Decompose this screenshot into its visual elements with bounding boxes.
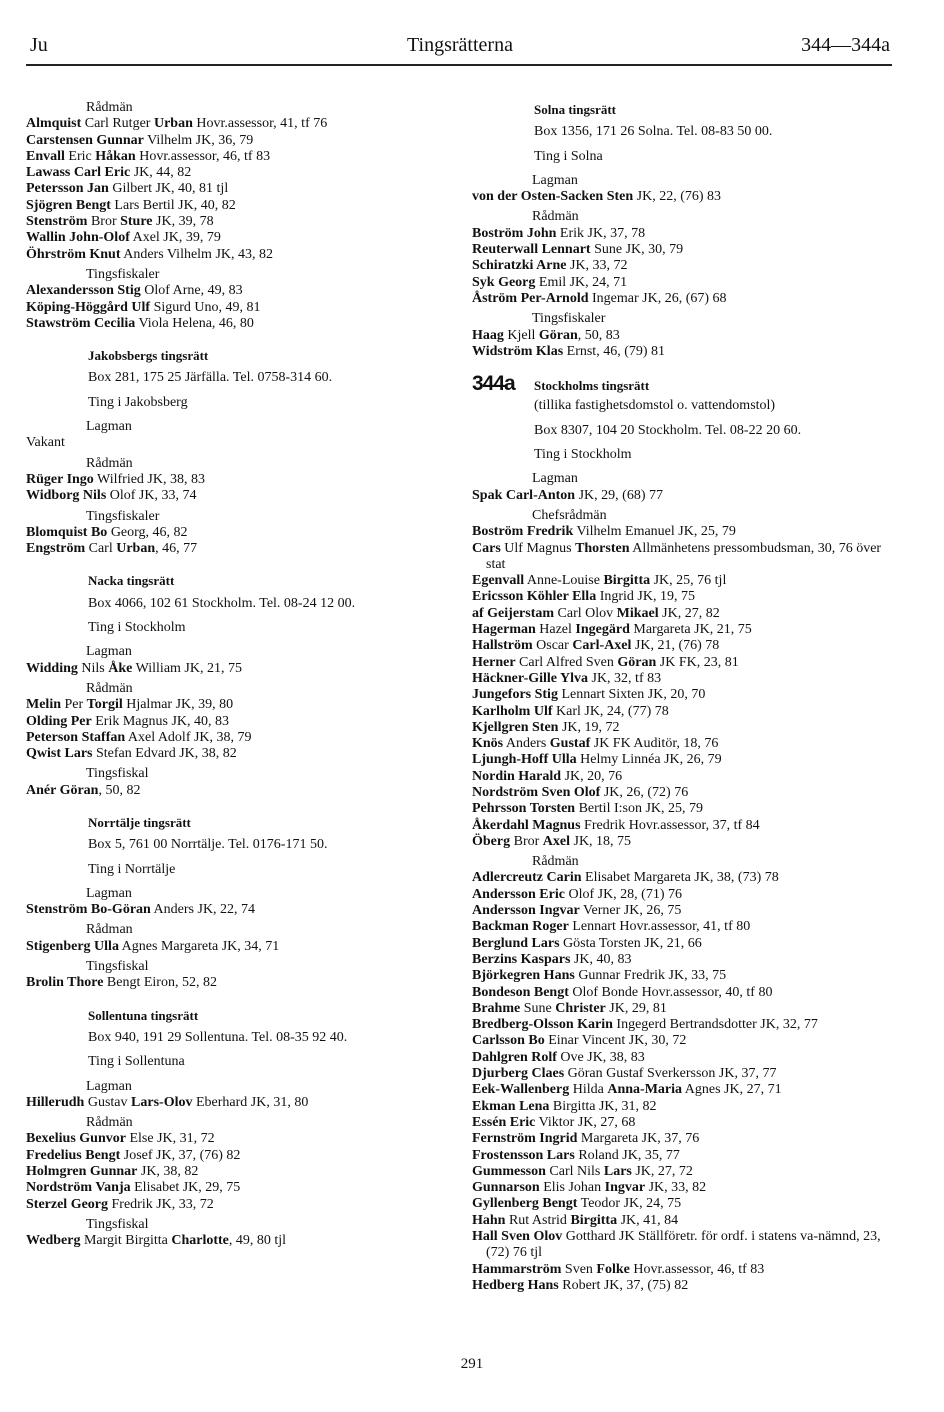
person-name-bold: Widström Klas	[472, 343, 564, 359]
person-name-bold: Knös	[472, 736, 504, 752]
person-name-bold: Urban	[116, 541, 156, 557]
person-entry: Brahme Sune Christer JK, 29, 81	[472, 1000, 667, 1016]
person-name-bold: Petersson Jan	[26, 181, 109, 197]
person-name-bold: Köping-Höggård Ulf	[26, 299, 151, 315]
person-entry: Olding Per Erik Magnus JK, 40, 83	[26, 713, 230, 729]
person-entry: Öhrström Knut Anders Vilhelm JK, 43, 82	[26, 246, 274, 262]
role-heading: Tingsfiskaler	[532, 311, 606, 327]
role-heading: Rådmän	[86, 680, 133, 696]
person-entry: Syk Georg Emil JK, 24, 71	[472, 274, 628, 290]
person-entry: Boström John Erik JK, 37, 78	[472, 225, 646, 241]
person-entry: Holmgren Gunnar JK, 38, 82	[26, 1164, 199, 1180]
person-name-bold: Hammarström	[472, 1261, 562, 1277]
person-entry: Hammarström Sven Folke Hovr.assessor, 46, tf 83	[472, 1261, 765, 1277]
person-name-bold: Björkegren Hans	[472, 968, 575, 984]
role-heading: Rådmän	[532, 854, 579, 870]
person-name-bold: Ljungh-Hoff Ulla	[472, 752, 577, 768]
person-name-bold: Rüger Ingo	[26, 471, 94, 487]
person-name-bold: Frostensson Lars	[472, 1147, 575, 1163]
person-name-bold: af Geijerstam	[472, 605, 555, 621]
person-entry: Sjögren Bengt Lars Bertil JK, 40, 82	[26, 197, 236, 213]
person-entry: Ericsson Köhler Ella Ingrid JK, 19, 75	[472, 589, 695, 605]
court-address: Box 1356, 171 26 Solna. Tel. 08-83 50 00.	[534, 124, 773, 140]
person-entry: Djurberg Claes Göran Gustaf Sverkersson JK, 37, 77	[472, 1066, 777, 1082]
person-name-bold: Sterzel Georg	[26, 1196, 109, 1212]
person-entry: Melin Per Torgil Hjalmar JK, 39, 80	[26, 697, 234, 713]
person-entry: Carlsson Bo Einar Vincent JK, 30, 72	[472, 1033, 687, 1049]
person-name-bold: Lars	[603, 1163, 632, 1179]
person-entry: Gyllenberg Bengt Teodor JK, 24, 75	[472, 1196, 682, 1212]
person-entry: Essén Eric Viktor JK, 27, 68	[472, 1114, 636, 1130]
person-entry: Jungefors Stig Lennart Sixten JK, 20, 70	[472, 687, 706, 703]
person-entry: Ekman Lena Birgitta JK, 31, 82	[472, 1098, 657, 1114]
person-name-bold: Ericsson Köhler Ella	[472, 589, 597, 605]
person-name-bold: Brahme	[472, 1000, 521, 1016]
role-heading: Tingsfiskaler	[86, 266, 160, 282]
person-entry: Backman Roger Lennart Hovr.assessor, 41, tf 80	[472, 919, 751, 935]
person-entry: Anér Göran, 50, 82	[26, 782, 141, 798]
role-heading: Lagman	[532, 172, 578, 188]
person-name-bold: Widding	[26, 660, 78, 676]
person-entry: Wedberg Margit Birgitta Charlotte, 49, 80 tjl	[26, 1233, 287, 1249]
section-gap	[26, 799, 441, 803]
section-gap	[472, 1294, 892, 1298]
header-rule	[26, 64, 892, 66]
person-name-bold: Ingegärd	[575, 622, 630, 638]
person-name-bold: Göran	[538, 327, 578, 343]
person-name-bold: Adlercreutz Carin	[472, 870, 582, 886]
court-name: Jakobsbergs tingsrätt	[88, 348, 209, 364]
person-entry: Hall Sven Olov Gotthard JK Ställföretr. för ordf. i statens va-nämnd, 23, (72) 76 tjl	[472, 1229, 881, 1261]
person-entry: Fredelius Bengt Josef JK, 37, (76) 82	[26, 1147, 241, 1163]
person-entry: Wallin John-Olof Axel JK, 39, 79	[26, 230, 221, 246]
role-heading: Tingsfiskal	[86, 766, 149, 782]
person-entry: Hedberg Hans Robert JK, 37, (75) 82	[472, 1277, 689, 1293]
role-heading: Tingsfiskal	[86, 1216, 149, 1232]
person-entry: Fernström Ingrid Margareta JK, 37, 76	[472, 1131, 700, 1147]
court-address: Box 8307, 104 20 Stockholm. Tel. 08-22 20 60.	[534, 422, 802, 438]
person-name-bold: Häckner-Gille Ylva	[472, 670, 588, 686]
person-name-bold: Berzins Kaspars	[472, 951, 571, 967]
role-heading: Rådmän	[532, 209, 579, 225]
person-name-bold: Håkan	[95, 148, 136, 164]
person-name-bold: Nordström Sven Olof	[472, 784, 601, 800]
court-address: Box 4066, 102 61 Stockholm. Tel. 08-24 12 00.	[88, 595, 356, 611]
court-address: Box 281, 175 25 Järfälla. Tel. 0758-314 60.	[88, 370, 333, 386]
person-name-bold: Olding Per	[26, 713, 92, 729]
section-gap	[26, 557, 441, 561]
person-entry: Berglund Lars Gösta Torsten JK, 21, 66	[472, 935, 702, 951]
person-name-bold: Berglund Lars	[472, 935, 560, 951]
person-name-bold: Engström	[26, 541, 86, 557]
person-entry: Bexelius Gunvor Else JK, 31, 72	[26, 1131, 215, 1147]
person-name-bold: Ekman Lena	[472, 1098, 550, 1114]
person-name-bold: Syk Georg	[472, 274, 536, 290]
person-entry: Spak Carl-Anton JK, 29, (68) 77	[472, 487, 663, 503]
person-name-bold: Folke	[596, 1261, 630, 1277]
person-name-bold: Hillerudh	[26, 1094, 85, 1110]
person-entry: Rüger Ingo Wilfried JK, 38, 83	[26, 471, 205, 487]
person-name-bold: Bexelius Gunvor	[26, 1131, 126, 1147]
person-name-bold: Åke	[108, 660, 133, 676]
person-name-bold: Stenström	[26, 214, 88, 230]
person-name-bold: Karlholm Ulf	[472, 703, 553, 719]
person-name-bold: Nordin Harald	[472, 768, 562, 784]
person-name-bold: Wedberg	[26, 1233, 81, 1249]
person-name-bold: Birgitta	[570, 1212, 618, 1228]
person-entry: Karlholm Ulf Karl JK, 24, (77) 78	[472, 703, 669, 719]
person-entry: Berzins Kaspars JK, 40, 83	[472, 951, 632, 967]
person-entry: Eek-Wallenberg Hilda Anna-Maria Agnes JK, 27, 71	[472, 1082, 782, 1098]
person-name-bold: Djurberg Claes	[472, 1066, 565, 1082]
person-name-bold: Carlsson Bo	[472, 1033, 545, 1049]
person-name-bold: Gunnarson	[472, 1180, 540, 1196]
person-name-bold: Christer	[555, 1000, 606, 1016]
person-entry: Engström Carl Urban, 46, 77	[26, 541, 198, 557]
person-name-bold: Birgitta	[603, 573, 651, 589]
person-name-bold: Anér Göran	[26, 782, 99, 798]
person-name-bold: Jungefors Stig	[472, 687, 558, 703]
person-name-bold: Essén Eric	[472, 1114, 536, 1130]
role-heading: Rådmän	[86, 100, 133, 115]
left-column	[26, 100, 441, 1254]
person-name-bold: Dahlgren Rolf	[472, 1049, 557, 1065]
person-name-bold: Cars	[472, 540, 501, 556]
court-address: Box 940, 191 29 Sollentuna. Tel. 08-35 92 40.	[88, 1029, 348, 1045]
person-name-bold: Öberg	[472, 833, 511, 849]
person-name-bold: Fernström Ingrid	[472, 1131, 578, 1147]
section-gap	[26, 332, 441, 336]
person-entry: Bredberg-Olsson Karin Ingegerd Bertrandsdotter JK, 32, 77	[472, 1017, 818, 1033]
header-section: Ju	[30, 34, 48, 56]
person-name-bold: Åkerdahl Magnus	[472, 817, 581, 833]
right-column	[472, 100, 892, 1298]
person-name-bold: Urban	[153, 116, 193, 132]
person-name-bold: Brolin Thore	[26, 975, 104, 991]
person-entry: Lawass Carl Eric JK, 44, 82	[26, 165, 192, 181]
role-heading: Lagman	[86, 1078, 132, 1094]
person-name-bold: Boström Fredrik	[472, 524, 574, 540]
person-name-bold: Hahn	[472, 1212, 506, 1228]
header-range: 344—344a	[801, 34, 890, 56]
person-name-bold: Herner	[472, 654, 516, 670]
section-number: 344a	[472, 372, 515, 396]
person-name-bold: Stawström Cecilia	[26, 315, 136, 331]
person-entry: Häckner-Gille Ylva JK, 32, tf 83	[472, 670, 662, 686]
person-entry: von der Osten-Sacken Sten JK, 22, (76) 83	[472, 189, 722, 205]
court-address: Box 5, 761 00 Norrtälje. Tel. 0176-171 50.	[88, 837, 328, 853]
court-name: Stockholms tingsrätt	[534, 378, 650, 394]
person-name-bold: Holmgren Gunnar	[26, 1164, 138, 1180]
section-gap	[26, 1250, 441, 1254]
section-gap	[26, 992, 441, 996]
court-name: Norrtälje tingsrätt	[88, 814, 191, 830]
person-name-bold: Backman Roger	[472, 919, 569, 935]
person-entry: Hillerudh Gustav Lars-Olov Eberhard JK, 31, 80	[26, 1094, 309, 1110]
role-heading: Tingsfiskal	[86, 959, 149, 975]
person-entry: Stenström Bo-Göran Anders JK, 22, 74	[26, 902, 256, 918]
person-name-bold: Ingvar	[604, 1180, 646, 1196]
page-header	[30, 34, 890, 62]
person-entry: Haag Kjell Göran, 50, 83	[472, 327, 620, 343]
person-entry: Envall Eric Håkan Hovr.assessor, 46, tf 83	[26, 148, 271, 164]
person-entry: Åström Per-Arnold Ingemar JK, 26, (67) 68	[472, 290, 727, 306]
person-entry: Boström Fredrik Vilhelm Emanuel JK, 25, 79	[472, 524, 736, 540]
person-name-bold: Hagerman	[472, 622, 536, 638]
page-number: 291	[460, 1356, 484, 1372]
person-entry: Gunnarson Elis Johan Ingvar JK, 33, 82	[472, 1180, 707, 1196]
person-name-bold: Andersson Ingvar	[472, 903, 580, 919]
person-entry: Widding Nils Åke William JK, 21, 75	[26, 660, 242, 676]
vacant-text: Vakant	[26, 435, 65, 451]
court-ting: Ting i Stockholm	[534, 447, 632, 463]
person-entry: Ljungh-Hoff Ulla Helmy Linnéa JK, 26, 79	[472, 752, 722, 768]
person-name-bold: Pehrsson Torsten	[472, 801, 576, 817]
person-name-bold: Carstensen Gunnar	[26, 132, 144, 148]
person-name-bold: Gummesson	[472, 1163, 546, 1179]
person-name-bold: Åström Per-Arnold	[472, 290, 589, 306]
person-name-bold: Egenvall	[472, 573, 525, 589]
person-name-bold: Lawass Carl Eric	[26, 165, 131, 181]
person-entry: Öberg Bror Axel JK, 18, 75	[472, 833, 632, 849]
person-entry: Widström Klas Ernst, 46, (79) 81	[472, 343, 666, 359]
person-name-bold: Blomquist Bo	[26, 524, 108, 540]
person-name-bold: Envall	[26, 148, 65, 164]
role-heading: Chefsrådmän	[532, 507, 607, 523]
role-heading: Rådman	[86, 922, 133, 938]
person-entry: Qwist Lars Stefan Edvard JK, 38, 82	[26, 746, 237, 762]
person-entry: Frostensson Lars Roland JK, 35, 77	[472, 1147, 680, 1163]
person-entry: Peterson Staffan Axel Adolf JK, 38, 79	[26, 729, 252, 745]
person-entry: Petersson Jan Gilbert JK, 40, 81 tjl	[26, 181, 229, 197]
person-name-bold: Hedberg Hans	[472, 1277, 559, 1293]
person-entry: Stigenberg Ulla Agnes Margareta JK, 34, 71	[26, 938, 280, 954]
person-name-bold: Bondeson Bengt	[472, 984, 569, 1000]
person-name-bold: Öhrström Knut	[26, 246, 121, 262]
person-entry: Köping-Höggård Ulf Sigurd Uno, 49, 81	[26, 299, 261, 315]
person-name-bold: Sture	[120, 214, 153, 230]
role-heading: Rådmän	[86, 455, 133, 471]
person-name-bold: Fredelius Bengt	[26, 1147, 121, 1163]
person-name-bold: Eek-Wallenberg	[472, 1082, 570, 1098]
court-ting: Ting i Norrtälje	[88, 861, 176, 877]
person-entry: Reuterwall Lennart Sune JK, 30, 79	[472, 242, 684, 258]
person-name-bold: Widborg Nils	[26, 488, 107, 504]
person-entry: Hallström Oscar Carl-Axel JK, 21, (76) 78	[472, 638, 720, 654]
role-heading: Lagman	[532, 471, 578, 487]
role-heading: Tingsfiskaler	[86, 508, 160, 524]
person-name-bold: Hallström	[472, 638, 533, 654]
person-entry: Nordström Vanja Elisabet JK, 29, 75	[26, 1180, 241, 1196]
court-ting: Ting i Jakobsberg	[88, 394, 188, 410]
person-name-bold: Nordström Vanja	[26, 1180, 131, 1196]
person-name-bold: Lars-Olov	[131, 1094, 193, 1110]
person-name-bold: Peterson Staffan	[26, 729, 126, 745]
person-entry: Almquist Carl Rutger Urban Hovr.assessor, 41, tf 76	[26, 116, 328, 132]
court-name: Solna tingsrätt	[534, 102, 616, 117]
person-name-bold: Carl-Axel	[572, 638, 632, 654]
person-name-bold: Spak Carl-Anton	[472, 487, 576, 503]
person-name-bold: Göran	[617, 654, 657, 670]
person-name-bold: Hall Sven Olov	[472, 1229, 563, 1244]
person-entry: Björkegren Hans Gunnar Fredrik JK, 33, 75	[472, 968, 727, 984]
person-name-bold: Reuterwall Lennart	[472, 242, 591, 258]
person-name-bold: Almquist	[26, 116, 82, 132]
person-entry: Hahn Rut Astrid Birgitta JK, 41, 84	[472, 1212, 679, 1228]
person-name-bold: Mikael	[616, 605, 659, 621]
person-entry: Andersson Ingvar Verner JK, 26, 75	[472, 903, 682, 919]
person-entry: Widborg Nils Olof JK, 33, 74	[26, 488, 197, 504]
stockholm-heading	[472, 372, 892, 396]
person-entry: Stenström Bror Sture JK, 39, 78	[26, 214, 214, 230]
court-ting: Ting i Solna	[534, 148, 603, 164]
person-name-bold: Anna-Maria	[607, 1082, 683, 1098]
role-heading: Rådmän	[86, 1115, 133, 1131]
person-entry: Stawström Cecilia Viola Helena, 46, 80	[26, 315, 254, 331]
court-name: Nacka tingsrätt	[88, 573, 175, 589]
role-heading: Lagman	[86, 885, 132, 901]
person-entry: Blomquist Bo Georg, 46, 82	[26, 524, 188, 540]
person-name-bold: Alexandersson Stig	[26, 283, 141, 299]
person-name-bold: Wallin John-Olof	[26, 230, 130, 246]
person-entry: Åkerdahl Magnus Fredrik Hovr.assessor, 37, tf 84	[472, 817, 760, 833]
court-note: (tillika fastighetsdomstol o. vattendomstol)	[534, 398, 776, 414]
person-entry: Brolin Thore Bengt Eiron, 52, 82	[26, 975, 217, 991]
person-name-bold: Axel	[542, 833, 570, 849]
court-ting: Ting i Sollentuna	[88, 1054, 185, 1070]
person-name-bold: Melin	[26, 697, 61, 713]
person-entry: Carstensen Gunnar Vilhelm JK, 36, 79	[26, 132, 254, 148]
person-entry: Andersson Eric Olof JK, 28, (71) 76	[472, 886, 682, 902]
person-name-bold: Sjögren Bengt	[26, 197, 111, 213]
person-name-bold: Kjellgren Sten	[472, 719, 559, 735]
person-entry: Nordström Sven Olof JK, 26, (72) 76	[472, 784, 689, 800]
person-name-bold: Stigenberg Ulla	[26, 938, 119, 954]
section-gap	[472, 360, 892, 364]
person-name-bold: Boström John	[472, 225, 557, 241]
person-entry: Egenvall Anne-Louise Birgitta JK, 25, 76 tjl	[472, 573, 727, 589]
court-ting: Ting i Stockholm	[88, 620, 186, 636]
person-entry: Pehrsson Torsten Bertil I:son JK, 25, 79	[472, 801, 704, 817]
role-heading: Lagman	[86, 419, 132, 435]
person-entry: Nordin Harald JK, 20, 76	[472, 768, 623, 784]
person-name-bold: Charlotte	[171, 1233, 229, 1249]
header-title: Tingsrätterna	[407, 34, 513, 56]
role-heading: Lagman	[86, 644, 132, 660]
person-name-bold: Bredberg-Olsson Karin	[472, 1017, 613, 1033]
person-entry: Hagerman Hazel Ingegärd Margareta JK, 21, 75	[472, 622, 752, 638]
person-entry: Adlercreutz Carin Elisabet Margareta JK, 38, (73) 78	[472, 870, 779, 886]
person-name-bold: Andersson Eric	[472, 886, 565, 902]
person-name-bold: Thorsten	[575, 540, 630, 556]
person-entry: Dahlgren Rolf Ove JK, 38, 83	[472, 1049, 645, 1065]
person-entry: Bondeson Bengt Olof Bonde Hovr.assessor, 40, tf 80	[472, 984, 773, 1000]
court-name: Sollentuna tingsrätt	[88, 1007, 199, 1023]
person-entry: Alexandersson Stig Olof Arne, 49, 83	[26, 283, 243, 299]
person-name-bold: Haag	[472, 327, 504, 343]
person-name-bold: Gustaf	[549, 736, 591, 752]
person-entry: af Geijerstam Carl Olov Mikael JK, 27, 82	[472, 605, 720, 621]
person-entry: Sterzel Georg Fredrik JK, 33, 72	[26, 1196, 214, 1212]
person-name-bold: Stenström Bo-Göran	[26, 902, 151, 918]
person-name-bold: von der Osten-Sacken Sten	[472, 189, 634, 205]
person-name-bold: Gyllenberg Bengt	[472, 1196, 578, 1212]
person-entry: Kjellgren Sten JK, 19, 72	[472, 719, 620, 735]
person-name-bold: Schiratzki Arne	[472, 258, 567, 274]
person-name-bold: Torgil	[86, 697, 123, 713]
person-entry: Herner Carl Alfred Sven Göran JK FK, 23, 81	[472, 654, 739, 670]
person-entry: Knös Anders Gustaf JK FK Auditör, 18, 76	[472, 736, 719, 752]
person-entry: Schiratzki Arne JK, 33, 72	[472, 258, 628, 274]
person-entry: Gummesson Carl Nils Lars JK, 27, 72	[472, 1163, 693, 1179]
person-entry: Cars Ulf Magnus Thorsten Allmänhetens pressombudsman, 30, 76 över stat	[472, 540, 882, 572]
person-name-bold: Qwist Lars	[26, 746, 93, 762]
